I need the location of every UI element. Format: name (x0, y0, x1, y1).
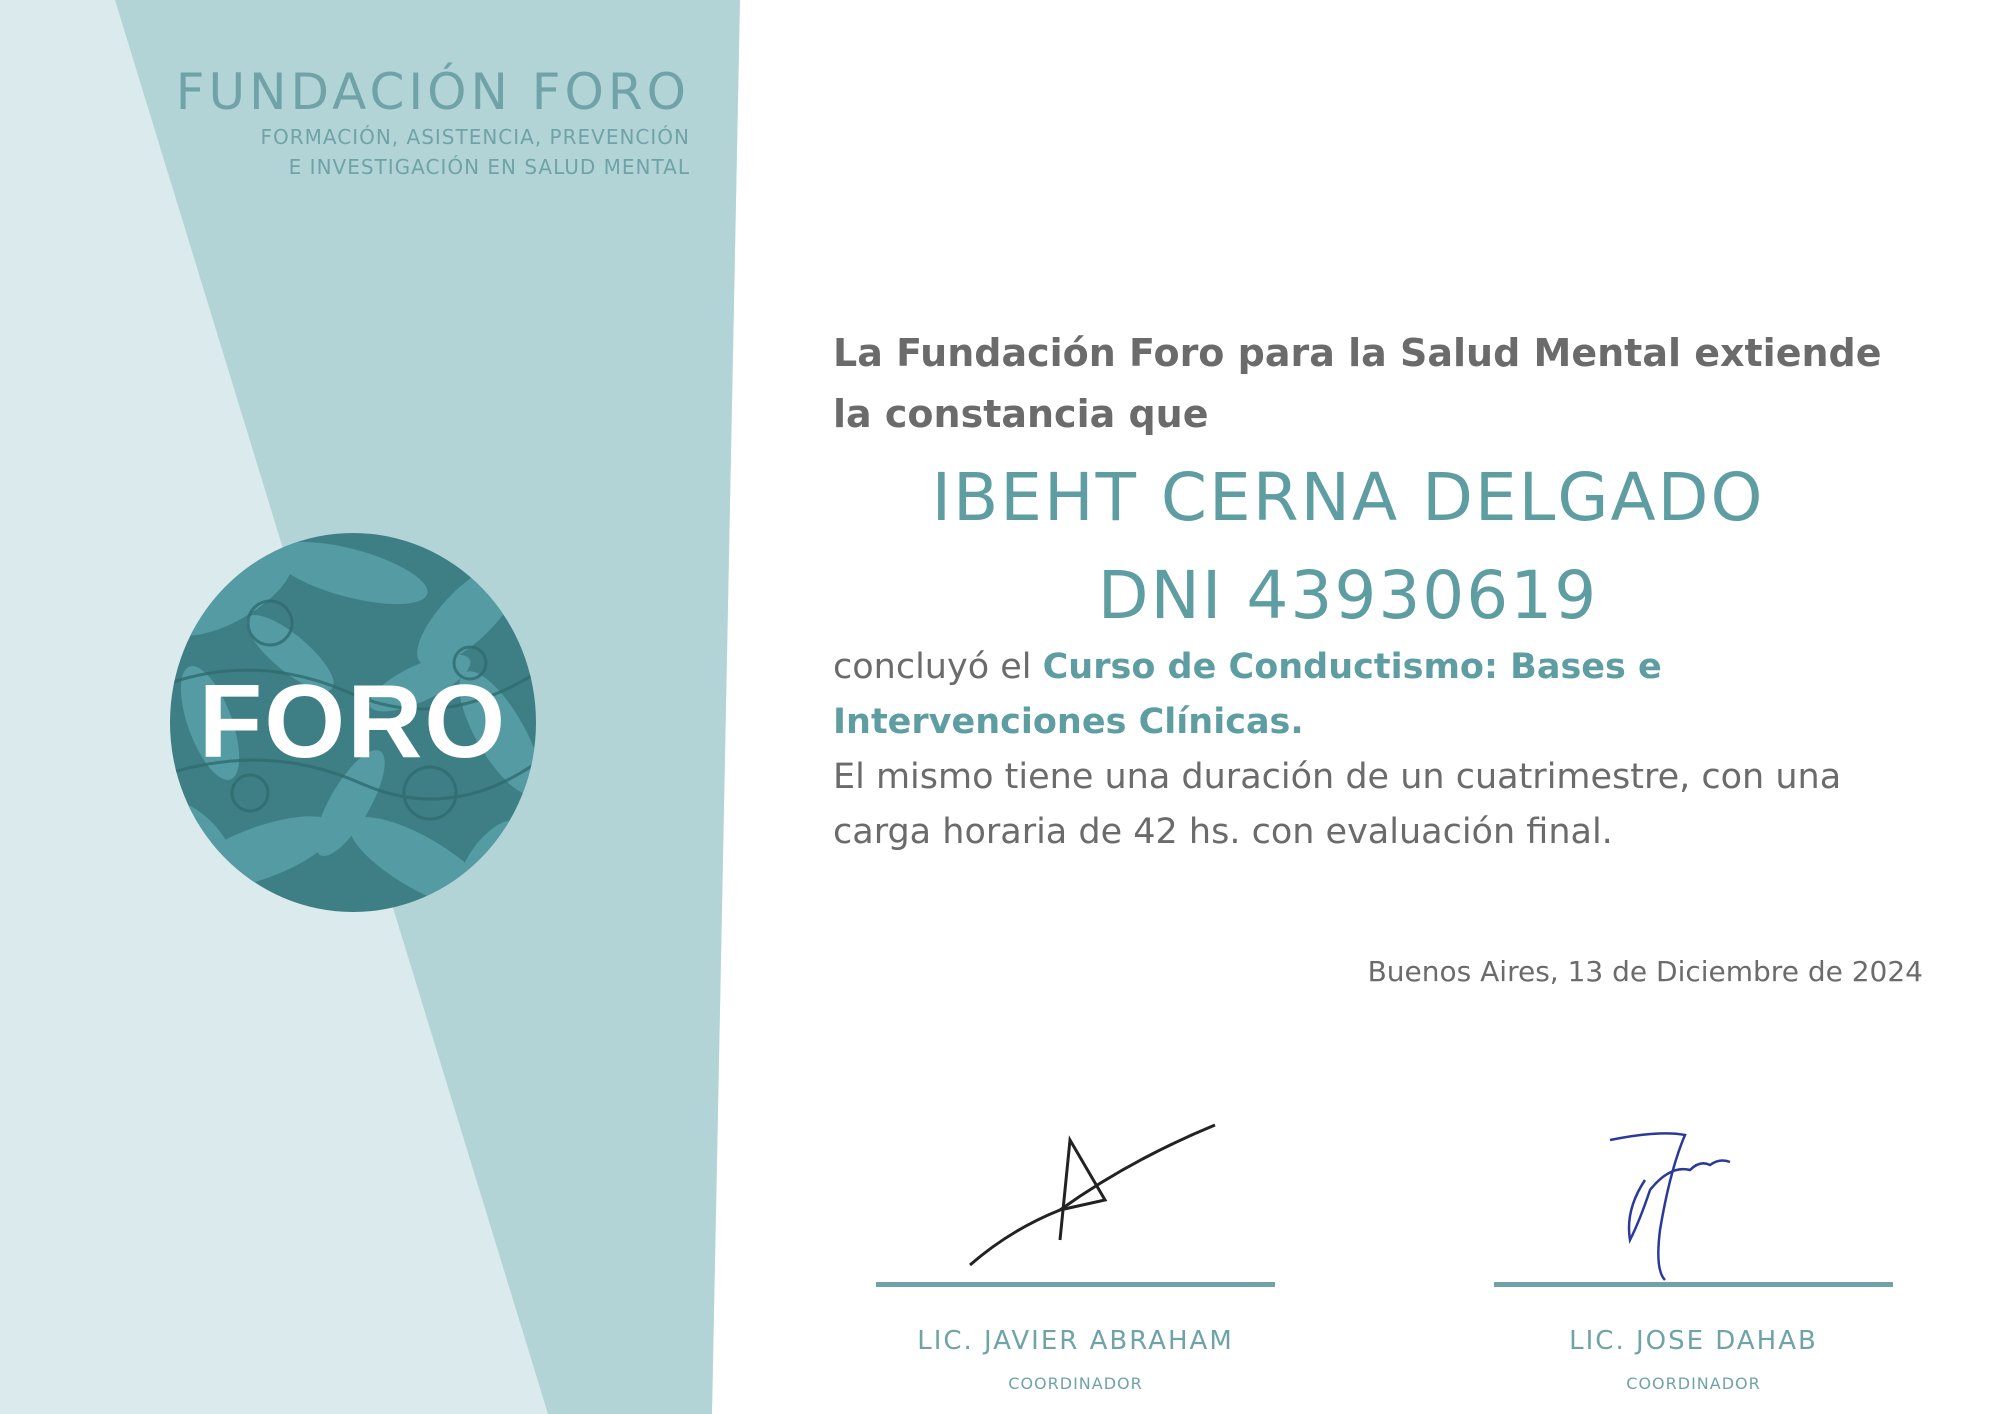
recipient-dni: DNI 43930619 (1097, 557, 1599, 634)
organization-tagline-line1: FORMACIÓN, ASISTENCIA, PREVENCIÓN (260, 125, 690, 149)
completed-prefix: concluyó el (833, 647, 1043, 687)
foro-logo (170, 533, 536, 912)
signature-jose-dahab (1590, 1110, 1750, 1290)
signature-javier-abraham (950, 1100, 1230, 1280)
course-name: Curso de Conductismo: Bases e Intervenciones Clínicas. (833, 647, 1662, 742)
signatory-name-left: LIC. JAVIER ABRAHAM (917, 1326, 1234, 1356)
course-details: El mismo tiene una duración de un cuatrimestre, con una carga horaria de 42 hs. con evaluación final. (833, 757, 1842, 852)
organization-header (176, 62, 690, 182)
organization-name: FUNDACIÓN FORO (175, 63, 690, 121)
recipient-name: IBEHT CERNA DELGADO (931, 459, 1765, 536)
organization-tagline-line2: E INVESTIGACIÓN EN SALUD MENTAL (288, 155, 690, 179)
logo-text: FORO (198, 664, 508, 780)
certificate-body (833, 640, 1933, 860)
place-date: Buenos Aires, 13 de Diciembre de 2024 (1367, 955, 1923, 988)
signatory-name-right: LIC. JOSE DAHAB (1569, 1326, 1818, 1356)
signature-line-right (1494, 1282, 1893, 1287)
signatory-role-left: COORDINADOR (1008, 1374, 1143, 1393)
signature-line-left (876, 1282, 1275, 1287)
certificate-intro: La Fundación Foro para la Salud Mental extiende la constancia que (833, 331, 1882, 436)
signatory-role-right: COORDINADOR (1626, 1374, 1761, 1393)
